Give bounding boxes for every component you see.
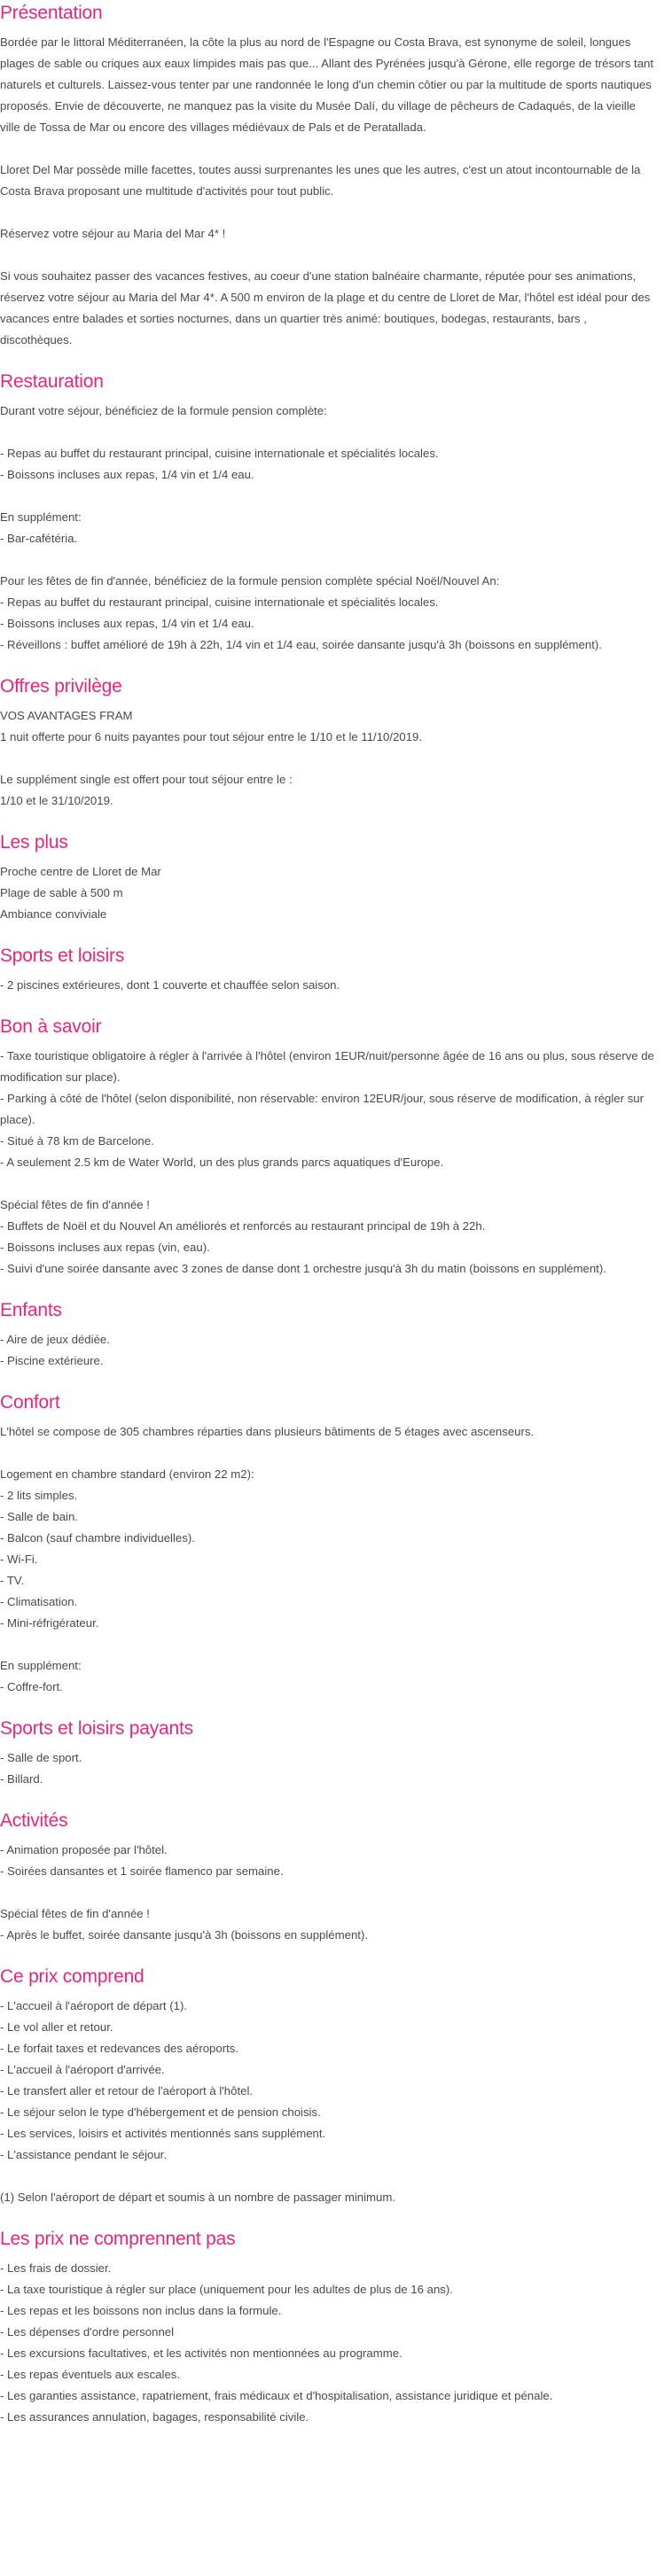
- section-text-line: - Les services, loisirs et activités mentionnés sans supplément.: [0, 2127, 326, 2140]
- section-spacer: [0, 2208, 656, 2228]
- section-text-line: En supplément:: [0, 510, 82, 524]
- blank-line: [0, 1882, 656, 1903]
- section-text-line: - Les frais de dossier.: [0, 2261, 112, 2275]
- section-text-line: - Après le buffet, soirée dansante jusqu'à 3h (boissons en supplément).: [0, 1928, 369, 1942]
- section-spacer: [0, 2428, 656, 2448]
- section-text-line: - Billard.: [0, 1772, 43, 1786]
- blank-line: [0, 748, 656, 769]
- section-text-line: - Parking à côté de l'hôtel (selon disponibilité, non réservable: environ 12EUR/jour, sous réserve de modification, à régler sur place).: [0, 1092, 645, 1126]
- section-text-line: - Le vol aller et retour.: [0, 2020, 113, 2034]
- section-title: Sports et loisirs: [0, 946, 125, 966]
- section-text-line: - L'accueil à l'aéroport de départ (1).: [0, 1999, 188, 2012]
- section-sports-et-loisirs: [0, 945, 656, 1016]
- section-text-line: En supplément:: [0, 1659, 82, 1672]
- section-text-line: - Wi-Fi.: [0, 1553, 38, 1566]
- section-text-line: - La taxe touristique à régler sur place (uniquement pour les adultes de plus de 16 ans).: [0, 2283, 453, 2296]
- section-title: Les prix ne comprennent pas: [0, 2229, 236, 2249]
- section-text-line: Logement en chambre standard (environ 22 m2):: [0, 1467, 254, 1481]
- section-les-plus: [0, 831, 656, 945]
- section-text-line: - Coffre-fort.: [0, 1680, 63, 1693]
- section-text-line: - Boissons incluses aux repas, 1/4 vin et 1/4 eau.: [0, 468, 254, 481]
- section-text-line: - Boissons incluses aux repas, 1/4 vin et 1/4 eau.: [0, 617, 254, 630]
- section-text-line: - Situé à 78 km de Barcelone.: [0, 1134, 154, 1148]
- section-text-line: - Réveillons : buffet amélioré de 19h à 22h, 1/4 vin et 1/4 eau, soirée dansante jusqu'à 3h (boissons en supplément).: [0, 638, 602, 651]
- section-spacer: [0, 351, 656, 370]
- blank-line: [0, 422, 656, 443]
- section-activites: [0, 1809, 656, 1965]
- section-title: Ce prix comprend: [0, 1966, 145, 1987]
- section-text-line: Plage de sable à 500 m: [0, 886, 123, 899]
- section-text-line: - Les repas et les boissons non inclus dans la formule.: [0, 2304, 282, 2317]
- section-text-line: - L'assistance pendant le séjour.: [0, 2148, 167, 2161]
- section-spacer: [0, 1280, 656, 1299]
- section-text-line: (1) Selon l'aéroport de départ et soumis à un nombre de passager minimum.: [0, 2191, 395, 2204]
- section-text-line: Durant votre séjour, bénéficiez de la formule pension complète:: [0, 404, 327, 417]
- section-title: Restauration: [0, 371, 104, 392]
- section-text-line: Réservez votre séjour au Maria del Mar 4* !: [0, 227, 226, 240]
- section-spacer: [0, 925, 656, 945]
- section-restauration: [0, 370, 656, 675]
- section-text-line: - Animation proposée par l'hôtel.: [0, 1843, 168, 1856]
- section-text-line: - Suivi d'une soirée dansante avec 3 zones de danse dont 1 orchestre jusqu'à 3h du matin (boissons en supplément).: [0, 1262, 606, 1275]
- section-presentation: [0, 2, 656, 370]
- section-text-line: - 2 lits simples.: [0, 1489, 78, 1502]
- section-title: Présentation: [0, 3, 103, 23]
- blank-line: [0, 138, 656, 160]
- blank-line: [0, 2166, 656, 2187]
- section-text-line: Le supplément single est offert pour tout séjour entre le :: [0, 773, 293, 786]
- section-text-line: - TV.: [0, 1574, 25, 1587]
- section-title: Bon à savoir: [0, 1016, 102, 1037]
- section-text-line: - 2 piscines extérieures, dont 1 couverte et chauffée selon saison.: [0, 978, 340, 992]
- section-title: Enfants: [0, 1300, 62, 1320]
- blank-line: [0, 486, 656, 507]
- section-title: Confort: [0, 1392, 60, 1413]
- section-text-line: - Le séjour selon le type d'hébergement et de pension choisis.: [0, 2105, 321, 2119]
- section-spacer: [0, 1790, 656, 1809]
- section-text-line: Pour les fêtes de fin d'année, bénéficiez de la formule pension complète spécial Noël/Nouvel An:: [0, 574, 500, 588]
- section-title: Activités: [0, 1810, 68, 1831]
- section-confort: [0, 1391, 656, 1717]
- section-text-line: - Bar-cafétéria.: [0, 532, 78, 545]
- section-text-line: - Soirées dansantes et 1 soirée flamenco par semaine.: [0, 1864, 284, 1878]
- blank-line: [0, 1173, 656, 1195]
- section-text-line: - Repas au buffet du restaurant principal, cuisine internationale et spécialités locales.: [0, 447, 439, 460]
- section-title: Offres privilège: [0, 676, 122, 697]
- section-text-line: - Les dépenses d'ordre personnel: [0, 2325, 175, 2339]
- section-spacer: [0, 1372, 656, 1391]
- blank-line: [0, 1443, 656, 1464]
- section-text-line: - Aire de jeux dédiée.: [0, 1333, 110, 1346]
- section-text-line: Lloret Del Mar possède mille facettes, toutes aussi surprenantes les unes que les autres, c'est un atout incontournable de la Costa Brava proposant une multitude d'activités pour tout public.: [0, 163, 641, 198]
- section-text-line: Proche centre de Lloret de Mar: [0, 865, 161, 878]
- section-spacer: [0, 996, 656, 1016]
- section-sports-et-loisirs-payants: [0, 1717, 656, 1809]
- section-text-line: - Les repas éventuels aux escales.: [0, 2368, 181, 2381]
- section-spacer: [0, 812, 656, 831]
- section-spacer: [0, 1698, 656, 1717]
- section-text-line: Spécial fêtes de fin d'année !: [0, 1198, 150, 1211]
- section-text-line: - Boissons incluses aux repas (vin, eau).: [0, 1241, 210, 1254]
- section-text-line: Spécial fêtes de fin d'année !: [0, 1907, 150, 1920]
- section-text-line: - Balcon (sauf chambre individuelles).: [0, 1531, 195, 1545]
- section-text-line: - Les assurances annulation, bagages, responsabilité civile.: [0, 2410, 309, 2424]
- section-text-line: L'hôtel se compose de 305 chambres réparties dans plusieurs bâtiments de 5 étages avec ascenseurs.: [0, 1425, 535, 1438]
- section-enfants: [0, 1299, 656, 1391]
- section-text-line: - Salle de sport.: [0, 1751, 82, 1764]
- section-spacer: [0, 1946, 656, 1965]
- blank-line: [0, 1634, 656, 1655]
- section-text-line: Si vous souhaitez passer des vacances festives, au coeur d'une station balnéaire charmante, réputée pour ses animations, réservez votre séjour au Maria del Mar 4*. A 500 m environ de la plage et du centre de Lloret de Mar, l'hôtel est idéal pour des vacances entre balades et sorties nocturnes, dans un quartier très animé: boutiques, bodegas, restaurants, bars , discothèques.: [0, 269, 651, 346]
- section-text-line: - Les garanties assistance, rapatriement, frais médicaux et d'hospitalisation, assistance juridique et pénale.: [0, 2389, 553, 2402]
- section-text-line: 1/10 et le 31/10/2019.: [0, 794, 113, 807]
- section-text-line: - Buffets de Noël et du Nouvel An améliorés et renforcés au restaurant principal de 19h à 22h.: [0, 1219, 486, 1233]
- section-offres-privilege: [0, 675, 656, 831]
- section-text-line: VOS AVANTAGES FRAM: [0, 709, 133, 722]
- section-les-prix-ne-comprennent-pas: [0, 2228, 656, 2448]
- section-text-line: - A seulement 2.5 km de Water World, un des plus grands parcs aquatiques d'Europe.: [0, 1156, 444, 1169]
- blank-line: [0, 202, 656, 223]
- section-text-line: - Repas au buffet du restaurant principal, cuisine internationale et spécialités locales.: [0, 595, 439, 609]
- blank-line: [0, 549, 656, 571]
- section-text-line: 1 nuit offerte pour 6 nuits payantes pour tout séjour entre le 1/10 et le 11/10/2019.: [0, 730, 423, 743]
- section-text-line: Ambiance conviviale: [0, 907, 107, 921]
- section-text-line: - Salle de bain.: [0, 1510, 78, 1523]
- section-text-line: - Taxe touristique obligatoire à régler à l'arrivée à l'hôtel (environ 1EUR/nuit/personne âgée de 16 ans ou plus, sous réserve de modification sur place).: [0, 1049, 654, 1084]
- section-text-line: - Les excursions facultatives, et les activités non mentionnées au programme.: [0, 2346, 402, 2360]
- section-text-line: Bordée par le littoral Méditerranéen, la côte la plus au nord de l'Espagne ou Costa Brava, est synonyme de soleil, longues plages de sable ou criques aux eaux limpides mais pas que... Allant des Pyrénées jusqu'à Gérone, elle regorge de trésors tant naturels et culturels. Laissez-vous tenter par une randonnée le long d'un chemin côtier ou par la multitude de sports nautiques proposés. Envie de découverte, ne manquez pas la visite du Musée Dalí, du village de pêcheurs de Cadaqués, de la vieille ville de Tossa de Mar ou encore des villages médiévaux de Pals et de Peratallada.: [0, 35, 654, 134]
- section-text-line: - Mini-réfrigérateur.: [0, 1616, 99, 1630]
- section-spacer: [0, 656, 656, 675]
- section-text-line: - Piscine extérieure.: [0, 1354, 104, 1367]
- blank-line: [0, 245, 656, 266]
- section-ce-prix-comprend: [0, 1965, 656, 2228]
- section-text-line: - Le forfait taxes et redevances des aéroports.: [0, 2042, 239, 2055]
- section-text-line: - Climatisation.: [0, 1595, 78, 1608]
- section-bon-a-savoir: [0, 1016, 656, 1299]
- section-text-line: - Le transfert aller et retour de l'aéroport à l'hôtel.: [0, 2084, 254, 2097]
- section-title: Sports et loisirs payants: [0, 1718, 193, 1739]
- section-title: Les plus: [0, 832, 68, 852]
- section-text-line: - L'accueil à l'aéroport d'arrivée.: [0, 2063, 165, 2076]
